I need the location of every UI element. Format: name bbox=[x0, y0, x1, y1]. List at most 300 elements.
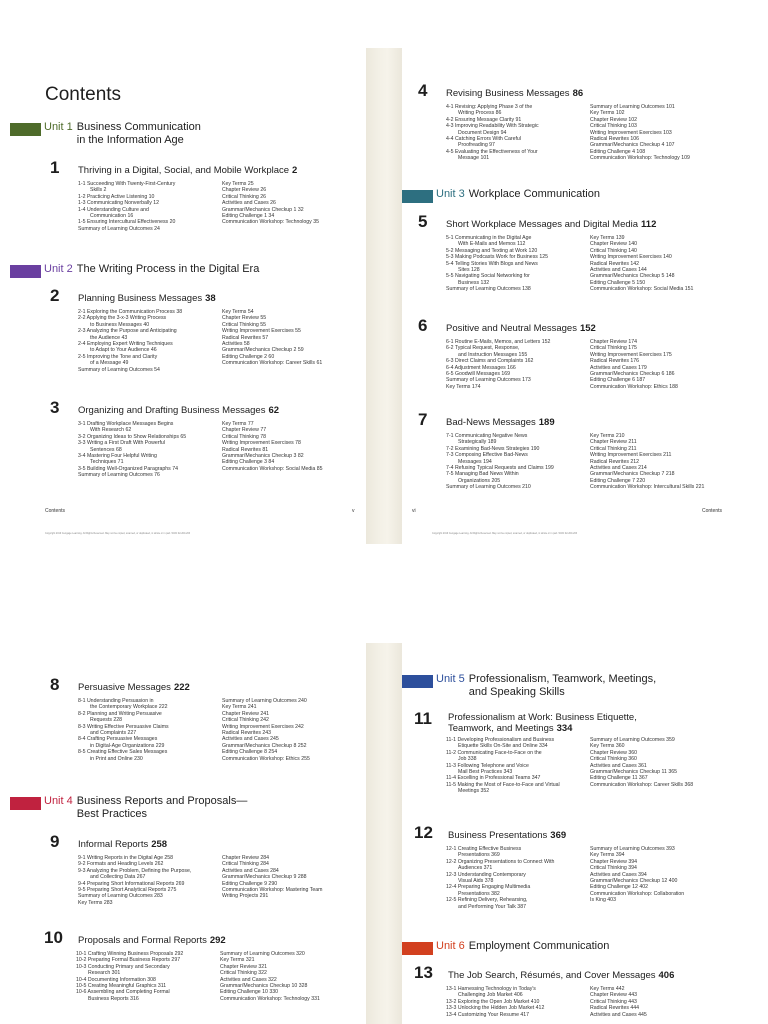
review-list bbox=[590, 104, 740, 162]
unit-5-title-line2: and Speaking Skills bbox=[468, 686, 565, 698]
toc-entry[interactable]: 5-4 Telling Stories With Blogs and News bbox=[446, 260, 538, 267]
toc-entry[interactable]: Visual Aids 378 bbox=[458, 878, 494, 885]
toc-entry[interactable]: Skills 2 bbox=[90, 187, 107, 194]
toc-entry[interactable]: Key Terms 360 bbox=[590, 743, 625, 750]
chapter-page: 369 bbox=[550, 830, 567, 841]
toc-entry[interactable]: Key Terms 241 bbox=[222, 704, 257, 711]
toc-entry[interactable]: and Instruction Messages 155 bbox=[458, 351, 528, 358]
toc-entry[interactable]: Critical Thinking 322 bbox=[220, 970, 267, 977]
review-list bbox=[222, 855, 372, 906]
toc-entry[interactable]: 8-4 Crafting Persuasive Messages bbox=[78, 736, 158, 743]
chapter-8 bbox=[50, 675, 372, 762]
toc-entry[interactable]: 11-2 Communicating Face-to-Face on the bbox=[446, 749, 542, 756]
toc-entry[interactable]: Chapter Review 102 bbox=[590, 116, 638, 123]
toc-entry[interactable]: Communication 16 bbox=[90, 213, 134, 220]
toc-entry[interactable]: Grammar/Mechanics Checkup 9 288 bbox=[222, 874, 307, 881]
toc-entry[interactable]: 6-4 Adjustment Messages 166 bbox=[446, 364, 516, 371]
toc-entry[interactable]: 10-3 Conducting Primary and Secondary bbox=[76, 963, 170, 970]
toc-entry[interactable]: the Audience 43 bbox=[90, 334, 128, 341]
toc-entry[interactable]: Message 101 bbox=[458, 155, 490, 162]
toc-entry[interactable]: Critical Thinking 26 bbox=[222, 193, 267, 200]
toc-entry[interactable]: 12-1 Creating Effective Business bbox=[446, 846, 522, 852]
toc-entry[interactable]: 11-5 Making the Most of Face-to-Face and Virtual bbox=[446, 781, 560, 788]
toc-entry[interactable]: Document Design 94 bbox=[458, 129, 507, 136]
toc-entry[interactable]: 4-1 Revising: Applying Phase 3 of the bbox=[446, 104, 533, 110]
toc-entry[interactable]: Summary of Learning Outcomes 24 bbox=[78, 225, 160, 232]
toc-entry[interactable]: 6-5 Goodwill Messages 169 bbox=[446, 371, 511, 378]
toc-entry[interactable]: Activities and Cases 214 bbox=[590, 465, 647, 472]
unit-4-label: Unit 4 bbox=[44, 795, 73, 807]
toc-entry[interactable]: Key Terms 442 bbox=[590, 986, 625, 992]
toc-entry[interactable]: Research 301 bbox=[88, 970, 121, 977]
toc-entry[interactable]: Presentations 369 bbox=[458, 852, 500, 859]
toc-entry[interactable]: 10-1 Crafting Winning Business Proposals 292 bbox=[76, 951, 184, 957]
toc-entry[interactable]: Editing Challenge 4 108 bbox=[590, 148, 646, 155]
toc-entry[interactable]: Radical Rewrites 106 bbox=[590, 136, 640, 143]
toc-entry[interactable]: Critical Thinking 394 bbox=[590, 865, 637, 872]
unit-4-title-line1: Business Reports and Proposals— bbox=[76, 795, 248, 807]
review-list bbox=[590, 737, 740, 795]
toc-entry[interactable]: Communication Workshop: Technology 331 bbox=[220, 995, 320, 1002]
toc-entry[interactable]: 11-3 Following Telephone and Voice bbox=[446, 762, 529, 769]
toc-entry[interactable]: Writing Improvement Exercises 242 bbox=[222, 723, 304, 730]
unit-5-title bbox=[469, 673, 656, 699]
chapter-title[interactable] bbox=[446, 323, 596, 334]
toc-entry[interactable]: Editing Challenge 10 330 bbox=[220, 989, 278, 996]
chapter-number: 5 bbox=[418, 212, 428, 231]
chapter-number: 13 bbox=[414, 963, 433, 982]
toc-entry[interactable]: Activities and Cases 445 bbox=[590, 1011, 647, 1018]
toc-entry[interactable]: 5-1 Communicating in the Digital Age bbox=[446, 235, 532, 241]
footer-page-number: vi bbox=[412, 508, 416, 514]
toc-entry[interactable]: Activities and Cases 144 bbox=[590, 267, 647, 274]
chapter-title-text: Organizing and Drafting Business Messages bbox=[78, 405, 266, 416]
toc-entry[interactable]: With Research 62 bbox=[90, 427, 132, 434]
chapter-number: 12 bbox=[414, 823, 433, 842]
toc-entry[interactable]: Editing Challenge 2 60 bbox=[222, 353, 275, 360]
toc-entry[interactable]: 10-5 Creating Meaningful Graphics 311 bbox=[76, 983, 167, 990]
toc-entry[interactable]: Messages 194 bbox=[458, 458, 492, 465]
unit-5-heading bbox=[402, 673, 656, 699]
review-list bbox=[590, 846, 740, 910]
toc-entry[interactable]: 11-4 Excelling in Professional Teams 347 bbox=[446, 775, 541, 782]
chapter-12 bbox=[414, 823, 740, 910]
chapter-page: 222 bbox=[173, 682, 190, 693]
toc-entry[interactable]: With E-Mails and Memos 112 bbox=[458, 241, 526, 248]
toc-entry[interactable]: 4-3 Improving Readability With Strategic bbox=[446, 123, 539, 130]
chapter-page: 112 bbox=[641, 219, 657, 230]
toc-entry[interactable]: Critical Thinking 360 bbox=[590, 756, 637, 763]
toc-entry[interactable]: 6-1 Routine E-Mails, Memos, and Letters 152 bbox=[446, 339, 551, 345]
toc-entry[interactable]: Critical Thinking 175 bbox=[590, 345, 637, 352]
toc-entry[interactable]: Critical Thinking 242 bbox=[222, 717, 269, 724]
toc-entry[interactable]: Chapter Review 284 bbox=[222, 855, 270, 861]
toc-entry[interactable]: Summary of Learning Outcomes 76 bbox=[78, 472, 160, 479]
toc-entry[interactable]: Radical Rewrites 444 bbox=[590, 1005, 640, 1012]
toc-entry[interactable]: 6-2 Typical Request, Response, bbox=[446, 345, 520, 352]
toc-entry[interactable]: 3-1 Drafting Workplace Messages Begins bbox=[78, 421, 174, 427]
toc-entry[interactable]: Activities and Cases 361 bbox=[590, 762, 647, 769]
toc-entry[interactable]: Editing Challenge 9 290 bbox=[222, 880, 278, 887]
toc-entry[interactable]: Key Terms 321 bbox=[220, 957, 255, 964]
chapter-page: 258 bbox=[151, 839, 168, 850]
chapter-9 bbox=[50, 832, 372, 906]
toc-entry[interactable]: Activities and Cases 394 bbox=[590, 871, 647, 878]
toc-entry[interactable]: Requests 228 bbox=[90, 717, 123, 724]
toc-entry[interactable]: 2-1 Exploring the Communication Process 38 bbox=[78, 309, 183, 315]
toc-entry[interactable]: Activities and Cases 179 bbox=[590, 364, 647, 371]
toc-entry[interactable]: Mail Best Practices 343 bbox=[458, 769, 513, 776]
chapter-page: 189 bbox=[538, 417, 555, 428]
toc-entry[interactable]: 8-2 Planning and Writing Persuasive bbox=[78, 710, 162, 717]
toc-entry[interactable]: of a Message 49 bbox=[90, 360, 129, 367]
toc-entry[interactable]: Communication Workshop: Mastering Team bbox=[222, 887, 323, 894]
toc-entry[interactable]: Techniques 71 bbox=[90, 459, 124, 466]
toc-entry[interactable]: 13-4 Customizing Your Resume 417 bbox=[446, 1011, 530, 1018]
toc-entry[interactable]: Chapter Review 26 bbox=[222, 187, 267, 194]
toc-entry[interactable]: Summary of Learning Outcomes 393 bbox=[590, 846, 675, 852]
toc-entry[interactable]: 9-5 Preparing Short Analytical Reports 275 bbox=[78, 887, 177, 894]
toc-entry[interactable]: Meetings 352 bbox=[458, 788, 490, 795]
section-list bbox=[78, 181, 222, 232]
top-spread bbox=[0, 48, 768, 544]
toc-entry[interactable]: Activities 58 bbox=[222, 341, 250, 348]
toc-entry[interactable]: 2-3 Analyzing the Purpose and Anticipating bbox=[78, 328, 177, 335]
toc-entry[interactable]: Communication Workshop: Social Media 85 bbox=[222, 465, 323, 472]
toc-entry[interactable]: Activities and Cases 284 bbox=[222, 867, 279, 874]
toc-entry[interactable]: Proofreading 97 bbox=[458, 142, 495, 149]
toc-entry[interactable]: Writing Improvement Exercises 211 bbox=[590, 452, 672, 459]
toc-entry[interactable]: Critical Thinking 78 bbox=[222, 433, 267, 440]
toc-entry[interactable]: Audiences 371 bbox=[458, 865, 493, 872]
chapter-title[interactable] bbox=[448, 970, 674, 981]
unit-2-heading bbox=[10, 263, 259, 278]
unit-2-label: Unit 2 bbox=[44, 263, 73, 275]
toc-entry[interactable]: Critical Thinking 211 bbox=[590, 445, 637, 452]
toc-entry[interactable]: Grammar/Mechanics Checkup 1 32 bbox=[222, 206, 304, 213]
toc-entry[interactable]: Key Terms 25 bbox=[222, 181, 254, 187]
chapter-page: 292 bbox=[209, 935, 226, 946]
toc-entry[interactable]: and Performing Your Talk 387 bbox=[458, 903, 526, 910]
toc-entry[interactable]: 4-4 Catching Errors With Careful bbox=[446, 136, 521, 143]
chapter-5 bbox=[418, 212, 740, 293]
toc-entry[interactable]: 3-3 Writing a First Draft With Powerful bbox=[78, 440, 165, 447]
chapter-title[interactable] bbox=[78, 405, 279, 416]
toc-entry[interactable]: Grammar/Mechanics Checkup 2 59 bbox=[222, 347, 304, 354]
chapter-title[interactable] bbox=[448, 712, 637, 734]
toc-entry[interactable]: Sites 128 bbox=[458, 267, 480, 274]
toc-entry[interactable]: Writing Improvement Exercises 140 bbox=[590, 254, 672, 261]
toc-entry[interactable]: Chapter Review 140 bbox=[590, 241, 638, 248]
toc-entry[interactable]: Radical Rewrites 142 bbox=[590, 260, 640, 267]
toc-entry[interactable]: Radical Rewrites 57 bbox=[222, 334, 269, 341]
toc-entry[interactable]: Radical Rewrites 176 bbox=[590, 358, 640, 365]
toc-entry[interactable]: 5-2 Messaging and Texting at Work 120 bbox=[446, 247, 538, 254]
toc-entry[interactable]: Activities and Cases 322 bbox=[220, 976, 277, 983]
toc-entry[interactable]: Writing Projects 291 bbox=[222, 893, 269, 900]
unit-2-color-bar bbox=[10, 265, 41, 278]
toc-entry[interactable]: Strategically 189 bbox=[458, 439, 497, 446]
toc-entry[interactable]: 13-1 Harnessing Technology in Today's bbox=[446, 986, 536, 992]
unit-6-heading bbox=[402, 940, 609, 955]
contents-title: Contents bbox=[45, 84, 122, 105]
toc-entry[interactable]: Business 132 bbox=[458, 279, 490, 286]
toc-entry[interactable]: Grammar/Mechanics Checkup 11 365 bbox=[590, 769, 677, 776]
toc-entry[interactable]: 13-3 Unlocking the Hidden Job Market 412 bbox=[446, 1005, 545, 1012]
toc-entry[interactable]: 1-4 Understanding Culture and bbox=[78, 206, 149, 213]
toc-entry[interactable]: 1-3 Communicating Nonverbally 12 bbox=[78, 200, 160, 207]
toc-entry[interactable]: Critical Thinking 55 bbox=[222, 321, 267, 328]
toc-entry[interactable]: Writing Process 86 bbox=[458, 110, 502, 117]
toc-entry[interactable]: Key Terms 139 bbox=[590, 235, 625, 241]
chapter-6 bbox=[418, 316, 740, 390]
chapter-title[interactable] bbox=[446, 219, 656, 230]
chapter-number: 9 bbox=[50, 832, 60, 851]
footer-page-number: v bbox=[352, 508, 355, 514]
toc-entry[interactable]: Chapter Review 443 bbox=[590, 992, 638, 999]
toc-entry[interactable]: 12-4 Preparing Engaging Multimedia bbox=[446, 884, 531, 891]
unit-1-title bbox=[77, 121, 201, 147]
toc-entry[interactable]: Editing Challenge 6 187 bbox=[590, 377, 646, 384]
toc-entry[interactable]: Writing Improvement Exercises 175 bbox=[590, 351, 672, 358]
toc-entry[interactable]: Radical Rewrites 81 bbox=[222, 446, 269, 453]
chapter-title-text: Informal Reports bbox=[78, 839, 149, 850]
toc-entry[interactable]: Key Terms 283 bbox=[78, 899, 113, 906]
toc-entry[interactable]: 7-5 Managing Bad News Within bbox=[446, 471, 519, 478]
unit-1-heading bbox=[10, 121, 201, 147]
toc-entry[interactable]: Grammar/Mechanics Checkup 10 328 bbox=[220, 983, 308, 990]
toc-entry[interactable]: 9-4 Preparing Short Informational Reports 269 bbox=[78, 880, 185, 887]
toc-entry[interactable]: 5-3 Making Podcasts Work for Business 125 bbox=[446, 254, 548, 261]
toc-entry[interactable]: 4-2 Ensuring Message Clarity 91 bbox=[446, 116, 522, 123]
toc-entry[interactable]: Chapter Review 55 bbox=[222, 315, 267, 322]
toc-entry[interactable]: in Digital-Age Organizations 229 bbox=[90, 742, 165, 749]
toc-entry[interactable]: Communication Workshop: Collaboration bbox=[590, 890, 685, 897]
chapter-number: 11 bbox=[414, 709, 432, 728]
toc-entry[interactable]: Critical Thinking 443 bbox=[590, 998, 637, 1005]
unit-3-heading bbox=[402, 188, 600, 203]
chapter-number: 3 bbox=[50, 398, 60, 417]
toc-entry[interactable]: Chapter Review 394 bbox=[590, 858, 638, 865]
toc-entry[interactable]: Communication Workshop: Career Skills 368 bbox=[590, 781, 694, 788]
toc-entry[interactable]: Summary of Learning Outcomes 54 bbox=[78, 366, 160, 373]
toc-entry[interactable]: Grammar/Mechanics Checkup 8 252 bbox=[222, 742, 307, 749]
toc-entry[interactable]: Is King 403 bbox=[590, 897, 616, 904]
toc-entry[interactable]: Etiquette Skills On-Site and Online 334 bbox=[458, 743, 548, 750]
toc-entry[interactable]: 7-1 Communicating Negative News bbox=[446, 433, 528, 439]
unit-5-color-bar bbox=[402, 675, 433, 688]
toc-entry[interactable]: 12-5 Refining Delivery, Rehearsing, bbox=[446, 897, 528, 904]
section-list bbox=[78, 309, 222, 373]
toc-entry[interactable]: Key Terms 54 bbox=[222, 309, 254, 315]
toc-entry[interactable]: Editing Challenge 11 367 bbox=[590, 775, 648, 782]
toc-entry[interactable]: Radical Rewrites 212 bbox=[590, 458, 640, 465]
toc-entry[interactable]: Chapter Review 174 bbox=[590, 339, 638, 345]
toc-entry[interactable]: Key Terms 210 bbox=[590, 433, 625, 439]
toc-entry[interactable]: 9-1 Writing Reports in the Digital Age 258 bbox=[78, 855, 174, 861]
toc-entry[interactable]: Writing Improvement Exercises 55 bbox=[222, 328, 301, 335]
toc-entry[interactable]: Editing Challenge 7 220 bbox=[590, 477, 646, 484]
chapter-title-text: Proposals and Formal Reports bbox=[78, 935, 207, 946]
toc-entry[interactable]: Grammar/Mechanics Checkup 4 107 bbox=[590, 142, 675, 149]
toc-entry[interactable]: Summary of Learning Outcomes 101 bbox=[590, 104, 675, 110]
toc-entry[interactable]: Business Reports 316 bbox=[88, 995, 139, 1002]
toc-entry[interactable]: 1-5 Ensuring Intercultural Effectiveness 20 bbox=[78, 219, 176, 226]
toc-entry[interactable]: Grammar/Mechanics Checkup 6 186 bbox=[590, 371, 675, 378]
toc-entry[interactable]: Communication Workshop: Technology 35 bbox=[222, 219, 319, 226]
toc-entry[interactable]: 1-2 Practicing Active Listening 10 bbox=[78, 193, 155, 200]
section-list bbox=[78, 698, 222, 762]
toc-entry[interactable]: Summary of Learning Outcomes 283 bbox=[78, 893, 163, 900]
chapter-number: 10 bbox=[44, 928, 63, 947]
toc-entry[interactable]: Communication Workshop: Career Skills 61 bbox=[222, 360, 323, 367]
section-list bbox=[78, 421, 222, 479]
toc-entry[interactable]: 8-1 Understanding Persuasion in bbox=[78, 698, 154, 704]
chapter-2 bbox=[50, 286, 372, 373]
chapter-title-text: Bad-News Messages bbox=[446, 417, 536, 428]
toc-entry[interactable]: Critical Thinking 103 bbox=[590, 123, 637, 130]
chapter-page: 38 bbox=[205, 293, 216, 304]
toc-entry[interactable]: Writing Improvement Exercises 78 bbox=[222, 440, 301, 447]
toc-entry[interactable]: 13-2 Exploring the Open Job Market 410 bbox=[446, 998, 540, 1005]
toc-entry[interactable]: Organizations 205 bbox=[458, 477, 501, 484]
chapter-title[interactable] bbox=[446, 417, 555, 428]
toc-entry[interactable]: to Business Messages 40 bbox=[90, 321, 150, 328]
unit-5-label: Unit 5 bbox=[436, 673, 465, 685]
chapter-title[interactable] bbox=[446, 88, 583, 99]
toc-entry[interactable]: Chapter Review 241 bbox=[222, 710, 270, 717]
chapter-title[interactable] bbox=[78, 165, 297, 176]
toc-entry[interactable]: 4-5 Evaluating the Effectiveness of Your bbox=[446, 148, 538, 155]
toc-entry[interactable]: Communication Workshop: Ethics 188 bbox=[590, 383, 678, 390]
toc-entry[interactable]: 2-5 Improving the Tone and Clarity bbox=[78, 353, 158, 360]
toc-entry[interactable]: Editing Challenge 8 254 bbox=[222, 749, 278, 756]
toc-entry[interactable]: Challenging Job Market 406 bbox=[458, 992, 523, 999]
toc-entry[interactable]: 11-1 Developing Professionalism and Business bbox=[446, 737, 555, 743]
chapter-title[interactable] bbox=[78, 293, 216, 304]
toc-entry[interactable]: Communication Workshop: Ethics 255 bbox=[222, 755, 310, 762]
toc-entry[interactable]: the Contemporary Workplace 222 bbox=[90, 704, 168, 711]
toc-entry[interactable]: Communication Workshop: Social Media 151 bbox=[590, 286, 694, 293]
toc-entry[interactable]: Chapter Review 321 bbox=[220, 963, 268, 970]
toc-entry[interactable]: 12-2 Organizing Presentations to Connect With bbox=[446, 858, 555, 865]
unit-3-title bbox=[469, 188, 600, 201]
toc-entry[interactable]: Editing Challenge 5 150 bbox=[590, 279, 646, 286]
toc-entry[interactable]: Critical Thinking 284 bbox=[222, 861, 269, 868]
unit-3-color-bar bbox=[402, 190, 433, 203]
toc-entry[interactable]: Summary of Learning Outcomes 138 bbox=[446, 286, 531, 293]
toc-entry[interactable]: Summary of Learning Outcomes 320 bbox=[220, 951, 305, 957]
toc-entry[interactable]: Chapter Review 360 bbox=[590, 749, 638, 756]
chapter-number: 6 bbox=[418, 316, 428, 335]
toc-entry[interactable]: 10-4 Documenting Information 308 bbox=[76, 976, 156, 983]
toc-entry[interactable]: to Adapt to Your Audience 46 bbox=[90, 347, 157, 354]
unit-3-title-line1: Workplace Communication bbox=[468, 188, 600, 200]
toc-entry[interactable]: 1-1 Succeeding With Twenty-First-Century bbox=[78, 181, 176, 187]
toc-entry[interactable]: 3-5 Building Well-Organized Paragraphs 74 bbox=[78, 465, 178, 472]
review-list bbox=[222, 698, 372, 762]
toc-entry[interactable]: 5-5 Navigating Social Networking for bbox=[446, 273, 530, 280]
toc-entry[interactable]: Radical Rewrites 243 bbox=[222, 730, 272, 737]
chapter-13 bbox=[414, 963, 740, 1018]
toc-entry[interactable]: Key Terms 394 bbox=[590, 852, 625, 859]
toc-entry[interactable]: Summary of Learning Outcomes 210 bbox=[446, 484, 531, 491]
toc-entry[interactable]: Key Terms 102 bbox=[590, 110, 625, 117]
toc-entry[interactable]: Activities and Cases 245 bbox=[222, 736, 279, 743]
toc-entry[interactable]: Chapter Review 211 bbox=[590, 439, 637, 446]
toc-entry[interactable]: 12-3 Understanding Contemporary bbox=[446, 871, 526, 878]
toc-entry[interactable]: 8-5 Creating Effective Sales Messages bbox=[78, 749, 168, 756]
page-vii bbox=[0, 643, 366, 1024]
toc-entry[interactable]: Sentences 68 bbox=[90, 446, 122, 453]
toc-entry[interactable]: Key Terms 77 bbox=[222, 421, 254, 427]
section-list bbox=[446, 104, 590, 162]
toc-entry[interactable]: 3-2 Organizing Ideas to Show Relationships 65 bbox=[78, 433, 187, 440]
toc-entry[interactable]: Summary of Learning Outcomes 240 bbox=[222, 698, 307, 704]
chapter-title[interactable] bbox=[448, 830, 566, 841]
toc-entry[interactable]: 7-2 Examining Bad-News Strategies 190 bbox=[446, 445, 540, 452]
toc-entry[interactable]: Communication Workshop: Intercultural Skills 221 bbox=[590, 484, 705, 491]
toc-entry[interactable]: Editing Challenge 1 34 bbox=[222, 213, 275, 220]
review-list bbox=[590, 339, 740, 390]
toc-entry[interactable]: Summary of Learning Outcomes 359 bbox=[590, 737, 675, 743]
toc-entry[interactable]: 9-2 Formats and Heading Levels 262 bbox=[78, 861, 164, 868]
toc-entry[interactable]: Writing Improvement Exercises 103 bbox=[590, 129, 672, 136]
toc-entry[interactable]: Activities and Cases 26 bbox=[222, 200, 276, 207]
toc-entry[interactable]: Grammar/Mechanics Checkup 3 82 bbox=[222, 453, 304, 460]
chapter-3 bbox=[50, 398, 372, 479]
chapter-title[interactable] bbox=[78, 935, 226, 946]
toc-entry[interactable]: 7-3 Composing Effective Bad-News bbox=[446, 452, 528, 459]
toc-entry[interactable]: 10-6 Assembling and Completing Formal bbox=[76, 989, 170, 996]
toc-entry[interactable]: 2-4 Employing Expert Writing Techniques bbox=[78, 341, 173, 348]
toc-entry[interactable]: 10-2 Preparing Formal Business Reports 297 bbox=[76, 957, 181, 964]
toc-entry[interactable]: 2-2 Applying the 3-x-3 Writing Process bbox=[78, 315, 167, 322]
section-list bbox=[446, 846, 590, 910]
toc-entry[interactable]: Summary of Learning Outcomes 173 bbox=[446, 377, 531, 384]
unit-4-title-line2: Best Practices bbox=[76, 808, 148, 820]
chapter-title[interactable] bbox=[78, 839, 167, 850]
toc-entry[interactable]: Editing Challenge 3 84 bbox=[222, 459, 275, 466]
toc-entry[interactable]: and Complaints 227 bbox=[90, 730, 137, 737]
toc-entry[interactable]: Editing Challenge 12 402 bbox=[590, 884, 648, 891]
toc-entry[interactable]: 6-3 Direct Claims and Complaints 162 bbox=[446, 358, 534, 365]
chapter-11 bbox=[414, 709, 740, 795]
toc-entry[interactable]: in Print and Online 230 bbox=[90, 755, 143, 762]
toc-entry[interactable]: Key Terms 174 bbox=[446, 383, 481, 390]
toc-entry[interactable]: 9-3 Analyzing the Problem, Defining the Purpose, bbox=[78, 867, 192, 874]
toc-entry[interactable]: 7-4 Refusing Typical Requests and Claims 199 bbox=[446, 465, 554, 472]
section-list bbox=[446, 235, 590, 293]
toc-entry[interactable]: Grammar/Mechanics Checkup 7 218 bbox=[590, 471, 675, 478]
unit-4-color-bar bbox=[10, 797, 41, 810]
chapter-title-text: Thriving in a Digital, Social, and Mobile Workplace bbox=[78, 165, 290, 176]
chapter-title-text: Business Presentations bbox=[448, 830, 548, 841]
toc-entry[interactable]: Communication Workshop: Technology 109 bbox=[590, 155, 690, 162]
toc-entry[interactable]: Grammar/Mechanics Checkup 5 148 bbox=[590, 273, 675, 280]
toc-entry[interactable]: Presentations 382 bbox=[458, 890, 500, 897]
toc-entry[interactable]: 8-3 Writing Effective Persuasive Claims bbox=[78, 723, 169, 730]
toc-entry[interactable]: 3-4 Mastering Four Helpful Writing bbox=[78, 453, 157, 460]
toc-entry[interactable]: Grammar/Mechanics Checkup 12 400 bbox=[590, 878, 678, 885]
toc-entry[interactable]: Critical Thinking 140 bbox=[590, 247, 637, 254]
toc-entry[interactable]: Chapter Review 77 bbox=[222, 427, 267, 434]
chapter-10 bbox=[44, 928, 370, 1002]
chapter-title[interactable] bbox=[78, 682, 190, 693]
toc-entry[interactable]: and Collecting Data 267 bbox=[90, 874, 146, 881]
toc-entry[interactable]: Job 338 bbox=[458, 756, 477, 763]
chapter-7 bbox=[418, 410, 740, 491]
